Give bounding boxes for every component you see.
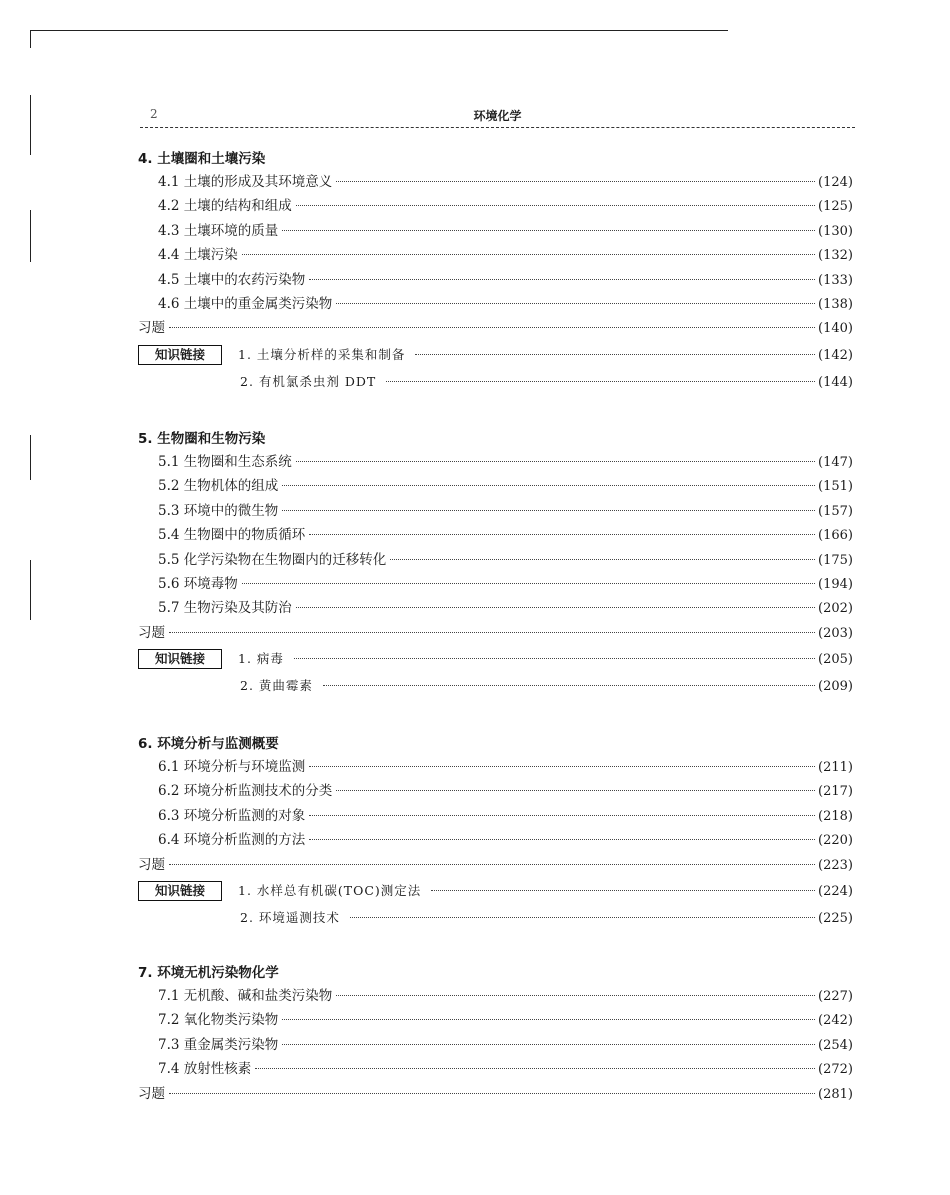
entry-label: 5.5 化学污染物在生物圈内的迁移转化 bbox=[158, 551, 387, 568]
entry-label: 2. 环境遥测技术 bbox=[240, 909, 340, 925]
entry-page: (138) bbox=[818, 296, 853, 312]
entry-label: 6.4 环境分析监测的方法 bbox=[158, 832, 306, 849]
entry-label: 4.4 土壤污染 bbox=[158, 247, 238, 264]
leader-dots bbox=[242, 583, 815, 584]
entry-page: (151) bbox=[818, 479, 853, 495]
chapter-title: 4. 土壤圈和土壤污染 bbox=[138, 151, 266, 167]
toc-entry[interactable] bbox=[138, 243, 853, 267]
leader-dots bbox=[309, 279, 815, 280]
leader-dots bbox=[242, 254, 815, 255]
header-rule bbox=[140, 127, 855, 128]
entry-page: (205) bbox=[818, 652, 853, 668]
entry-label: 4.5 土壤中的农药污染物 bbox=[158, 271, 306, 288]
entry-label: 习题 bbox=[138, 856, 165, 873]
toc-entry[interactable] bbox=[138, 1008, 853, 1032]
scan-left-mark-3 bbox=[30, 435, 31, 480]
leader-dots bbox=[282, 230, 815, 231]
entry-page: (125) bbox=[818, 199, 853, 215]
entry-label: 1. 水样总有机碳(TOC)测定法 bbox=[238, 882, 422, 898]
entry-page: (142) bbox=[818, 347, 853, 363]
knowledge-link-entry[interactable] bbox=[138, 672, 853, 699]
entry-page: (209) bbox=[818, 679, 853, 695]
leader-dots bbox=[294, 658, 815, 659]
entry-label: 5.6 环境毒物 bbox=[158, 575, 238, 592]
leader-dots bbox=[386, 381, 815, 382]
entry-label: 4.1 土壤的形成及其环境意义 bbox=[158, 174, 333, 190]
entry-page: (227) bbox=[818, 989, 853, 1004]
chapter-4 bbox=[138, 148, 853, 395]
chapter-title: 7. 环境无机污染物化学 bbox=[138, 965, 279, 981]
toc-entry[interactable] bbox=[138, 292, 853, 316]
leader-dots bbox=[296, 461, 815, 462]
exercise-entry[interactable] bbox=[138, 316, 853, 340]
scan-top-border bbox=[30, 30, 728, 31]
entry-page: (132) bbox=[818, 248, 853, 264]
knowledge-link-entry[interactable] bbox=[138, 368, 853, 395]
entry-page: (242) bbox=[818, 1013, 853, 1029]
toc-entry[interactable] bbox=[138, 828, 853, 852]
entry-page: (203) bbox=[818, 625, 853, 641]
knowledge-link-tag: 知识链接 bbox=[138, 649, 222, 669]
leader-dots bbox=[309, 815, 815, 816]
entry-label: 5.7 生物污染及其防治 bbox=[158, 600, 292, 617]
toc-entry[interactable] bbox=[138, 984, 853, 1008]
leader-dots bbox=[282, 1019, 815, 1020]
toc-entry[interactable] bbox=[138, 523, 853, 547]
toc-entry[interactable] bbox=[138, 804, 853, 828]
chapter-7 bbox=[138, 962, 853, 1106]
entry-page: (166) bbox=[818, 528, 853, 544]
entry-label: 1. 病毒 bbox=[238, 651, 284, 667]
leader-dots bbox=[336, 303, 815, 304]
chapter-6 bbox=[138, 733, 853, 931]
entry-page: (175) bbox=[818, 552, 853, 568]
scan-left-mark-4 bbox=[30, 560, 31, 620]
entry-page: (130) bbox=[818, 223, 853, 239]
entry-page: (194) bbox=[818, 576, 853, 592]
entry-page: (157) bbox=[818, 503, 853, 519]
entry-label: 6.1 环境分析与环境监测 bbox=[158, 759, 306, 775]
entry-label: 7.2 氧化物类污染物 bbox=[158, 1012, 279, 1029]
leader-dots bbox=[296, 205, 815, 206]
knowledge-link-entry[interactable] bbox=[138, 877, 853, 904]
entry-page: (140) bbox=[818, 321, 853, 337]
entry-label: 2. 黄曲霉素 bbox=[240, 678, 313, 694]
toc-entry[interactable] bbox=[138, 596, 853, 620]
toc-entry[interactable] bbox=[138, 219, 853, 243]
toc-entry[interactable] bbox=[138, 170, 853, 194]
leader-dots bbox=[336, 995, 815, 996]
leader-dots bbox=[169, 864, 815, 865]
entry-page: (224) bbox=[818, 883, 853, 899]
entry-label: 习题 bbox=[138, 320, 165, 337]
leader-dots bbox=[323, 685, 815, 686]
leader-dots bbox=[309, 534, 815, 535]
toc-entry[interactable] bbox=[138, 499, 853, 523]
entry-page: (124) bbox=[818, 175, 853, 190]
entry-label: 习题 bbox=[138, 1085, 165, 1102]
page-header bbox=[140, 105, 855, 129]
page-number: 2 bbox=[150, 107, 158, 121]
entry-page: (223) bbox=[818, 857, 853, 873]
entry-label: 7.4 放射性核素 bbox=[158, 1061, 252, 1078]
running-title: 环境化学 bbox=[473, 109, 522, 123]
leader-dots bbox=[282, 510, 815, 511]
leader-dots bbox=[336, 181, 815, 182]
entry-page: (254) bbox=[818, 1037, 853, 1053]
knowledge-link-tag: 知识链接 bbox=[138, 881, 222, 901]
leader-dots bbox=[282, 485, 815, 486]
entry-page: (272) bbox=[818, 1062, 853, 1078]
knowledge-link-tag: 知识链接 bbox=[138, 345, 222, 365]
leader-dots bbox=[169, 1093, 815, 1094]
entry-page: (133) bbox=[818, 272, 853, 288]
entry-label: 7.3 重金属类污染物 bbox=[158, 1036, 279, 1053]
leader-dots bbox=[309, 839, 815, 840]
leader-dots bbox=[415, 354, 815, 355]
toc-entry[interactable] bbox=[138, 548, 853, 572]
exercise-entry[interactable] bbox=[138, 853, 853, 877]
chapter-title: 6. 环境分析与监测概要 bbox=[138, 736, 279, 752]
entry-label: 6.2 环境分析监测技术的分类 bbox=[158, 783, 333, 800]
entry-label: 4.6 土壤中的重金属类污染物 bbox=[158, 295, 333, 312]
entry-page: (225) bbox=[818, 910, 853, 926]
leader-dots bbox=[169, 327, 815, 328]
entry-label: 4.2 土壤的结构和组成 bbox=[158, 198, 292, 215]
entry-label: 2. 有机氯杀虫剂 DDT bbox=[240, 373, 377, 389]
leader-dots bbox=[255, 1068, 815, 1069]
scan-left-mark-2 bbox=[30, 210, 31, 262]
entry-page: (217) bbox=[818, 784, 853, 800]
exercise-entry[interactable] bbox=[138, 1082, 853, 1106]
entry-label: 1. 土壤分析样的采集和制备 bbox=[238, 346, 406, 362]
entry-label: 4.3 土壤环境的质量 bbox=[158, 222, 279, 239]
leader-dots bbox=[296, 607, 815, 608]
entry-page: (211) bbox=[818, 760, 853, 775]
scan-left-mark-1 bbox=[30, 95, 31, 155]
chapter-title: 5. 生物圈和生物污染 bbox=[138, 431, 266, 447]
entry-label: 5.2 生物机体的组成 bbox=[158, 478, 279, 495]
knowledge-link-entry[interactable] bbox=[138, 904, 853, 931]
exercise-entry[interactable] bbox=[138, 621, 853, 645]
entry-label: 5.3 环境中的微生物 bbox=[158, 502, 279, 519]
entry-label: 6.3 环境分析监测的对象 bbox=[158, 807, 306, 824]
entry-page: (281) bbox=[818, 1086, 853, 1102]
leader-dots bbox=[336, 790, 815, 791]
knowledge-link-entry[interactable] bbox=[138, 645, 853, 672]
toc-entry[interactable] bbox=[138, 572, 853, 596]
toc-entry[interactable] bbox=[138, 1057, 853, 1081]
toc-entry[interactable] bbox=[138, 1033, 853, 1057]
toc-entry[interactable] bbox=[138, 268, 853, 292]
leader-dots bbox=[431, 890, 815, 891]
leader-dots bbox=[390, 559, 815, 560]
leader-dots bbox=[309, 766, 815, 767]
entry-page: (147) bbox=[818, 455, 853, 470]
entry-page: (220) bbox=[818, 833, 853, 849]
toc-entry[interactable] bbox=[138, 450, 853, 474]
scan-left-border-top bbox=[30, 30, 31, 48]
leader-dots bbox=[350, 917, 815, 918]
leader-dots bbox=[169, 632, 815, 633]
toc-entry[interactable] bbox=[138, 194, 853, 218]
entry-page: (144) bbox=[818, 374, 853, 390]
leader-dots bbox=[282, 1044, 815, 1045]
toc-entry[interactable] bbox=[138, 755, 853, 779]
chapter-5 bbox=[138, 428, 853, 699]
entry-label: 5.1 生物圈和生态系统 bbox=[158, 454, 292, 470]
entry-page: (202) bbox=[818, 601, 853, 617]
toc-entry[interactable] bbox=[138, 474, 853, 498]
entry-label: 习题 bbox=[138, 624, 165, 641]
entry-page: (218) bbox=[818, 808, 853, 824]
knowledge-link-entry[interactable] bbox=[138, 341, 853, 368]
entry-label: 5.4 生物圈中的物质循环 bbox=[158, 527, 306, 544]
toc-entry[interactable] bbox=[138, 779, 853, 803]
entry-label: 7.1 无机酸、碱和盐类污染物 bbox=[158, 988, 333, 1004]
